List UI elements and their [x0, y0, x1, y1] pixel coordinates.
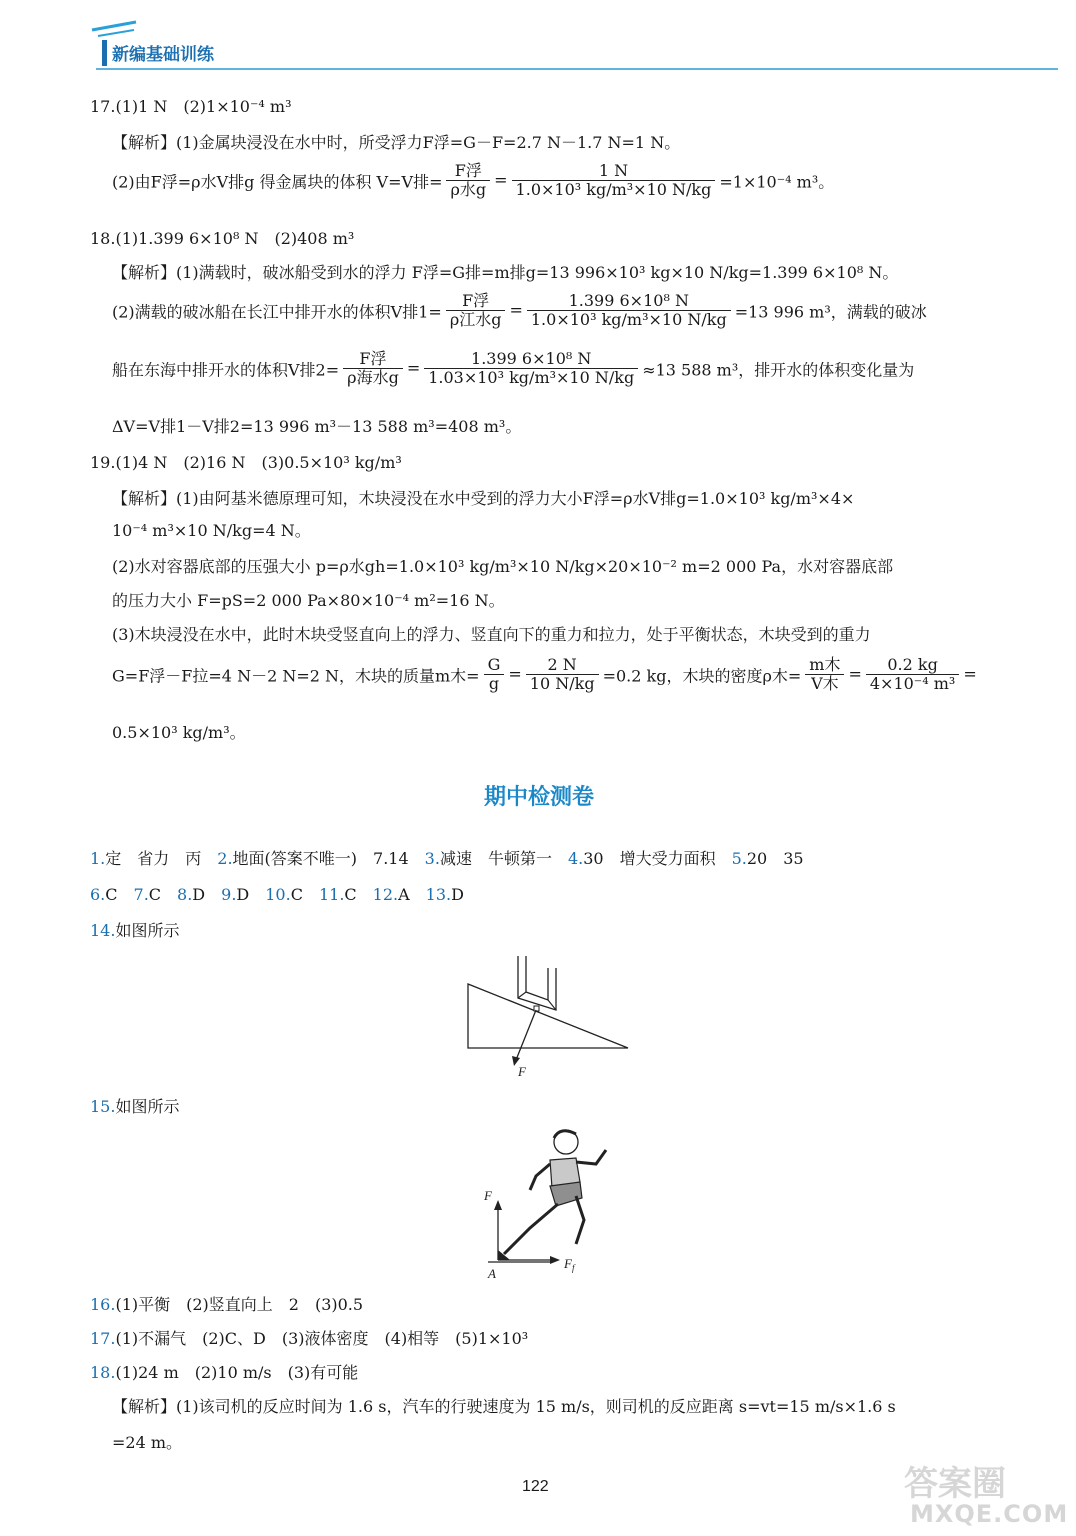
watermark: [900, 1456, 1070, 1532]
fraction-numerator: 2 N: [526, 656, 599, 675]
question-number: 17.: [90, 1329, 116, 1348]
question-number: 18.: [90, 1363, 116, 1382]
header: [0, 0, 1076, 80]
friction-force-label: [563, 1256, 576, 1273]
q19a-line7: 0.5×10³ kg/m³。: [112, 723, 246, 742]
answer-number: 5.: [731, 849, 747, 868]
runner-leg-back: [504, 1204, 558, 1254]
q18-analysis-line2: =24 m。: [112, 1433, 183, 1452]
mid-row1: [90, 846, 804, 869]
fraction-denominator: 4×10⁻⁴ m³: [869, 674, 956, 694]
fraction-denominator: 1.0×10³ kg/m³×10 N/kg: [515, 180, 712, 200]
q14-line: [90, 918, 179, 941]
q18a-line3-post: ≈13 588 m³，排开水的体积变化量为: [642, 360, 915, 380]
fraction: [866, 656, 959, 694]
q19a-line5: (3)木块浸没在水中，此时木块受竖直向上的浮力、竖直向下的重力和拉力，处于平衡状态，木块受到的重力: [112, 625, 871, 644]
fraction-denominator: 10 N/kg: [529, 674, 595, 694]
q18a-line2: (2)满载的破冰船在长江中排开水的体积V排1= $\frac{\text{F浮}}{\text{ρ江水g}}$ = $\frac{\text{1.399 6×10⁸ N}}{\text{1.0×10³ kg/m³×10 N/kg}}$ =13 996 m³，满载的破冰: [112, 291, 927, 330]
answer-number: 10.: [265, 885, 291, 904]
q18a-line2-post: =13 996 m³，满载的破冰: [734, 302, 927, 322]
page-number: 122: [522, 1478, 549, 1495]
runner-arm-front: [576, 1150, 606, 1164]
q18a-answer: 18.(1)1.399 6×10⁸ N (2)408 m³: [90, 229, 355, 248]
fraction: [446, 292, 506, 330]
fraction: [805, 656, 844, 694]
answer-text: 30 增大受力面积: [583, 849, 732, 868]
runner-arm-back: [530, 1164, 550, 1190]
fraction-numerator: F浮: [343, 350, 403, 369]
section-title: 期中检测卷: [484, 785, 595, 810]
fraction-denominator: g: [488, 674, 500, 694]
answer-text: C: [148, 885, 178, 904]
q18-line: [90, 1360, 358, 1383]
q17a-answer: 17.(1)1 N (2)1×10⁻⁴ m³: [90, 97, 292, 116]
friction-force-subscript: f: [571, 1263, 575, 1273]
fraction: [446, 162, 490, 200]
fraction: [424, 350, 638, 388]
question-number: 14.: [90, 921, 116, 940]
fraction: [527, 292, 731, 330]
answer-text: 20 35: [746, 849, 804, 868]
q17a-analysis: 【解析】(1)金属块浸没在水中时，所受浮力F浮=G－F=2.7 N－1.7 N=1 N。: [112, 133, 681, 152]
answer-number: 1.: [90, 849, 106, 868]
fraction-numerator: F浮: [446, 292, 506, 311]
answer-number: 9.: [221, 885, 237, 904]
force-arrow: [516, 1010, 536, 1060]
fraction-numerator: G: [484, 656, 505, 675]
answer-text: D: [192, 885, 222, 904]
q18a-line3: 船在东海中排开水的体积V排2= $\frac{\text{F浮}}{\text{ρ海水g}}$ = $\frac{\text{1.399 6×10⁸ N}}{\text{1.03×10³ kg/m³×10 N/kg}}$ ≈13 588 m³，排开水的体积变化量为: [112, 349, 915, 388]
answer-text: D: [236, 885, 266, 904]
fraction: [526, 656, 599, 694]
answer-text: 定 省力 丙: [105, 849, 218, 868]
answer-text: D: [451, 885, 464, 904]
watermark-url: MXQE.COM: [910, 1500, 1069, 1528]
answer-number: 4.: [567, 849, 584, 868]
fraction-numerator: F浮: [446, 162, 490, 181]
q18a-analysis: 【解析】(1)满载时，破冰船受到水的浮力 F浮=G排=m排g=13 996×10³ kg×10 N/kg=1.399 6×10⁸ N。: [112, 263, 899, 282]
answer-number: 2.: [217, 849, 233, 868]
answer-text: 减速 牛顿第一: [439, 849, 568, 868]
answer-text: A: [398, 885, 426, 904]
header-title: 新编基础训练: [112, 45, 214, 65]
fraction-denominator: ρ水g: [450, 180, 487, 200]
fraction-denominator: 1.03×10³ kg/m³×10 N/kg: [428, 368, 635, 388]
fraction-denominator: V木: [811, 674, 839, 694]
answer-number: 12.: [372, 885, 399, 904]
normal-force-label: F: [484, 1188, 492, 1203]
answer-number: 13.: [425, 885, 452, 904]
answer-text: C: [290, 885, 319, 904]
u-shaped-object: [518, 956, 556, 1010]
answer-text: C: [344, 885, 373, 904]
q19a-line3: (2)水对容器底部的压强大小 p=ρ水gh=1.0×10³ kg/m³×10 N/kg×20×10⁻² m=2 000 Pa，水对容器底部: [112, 557, 894, 576]
q18-analysis-line1: 【解析】(1)该司机的反应时间为 1.6 s，汽车的行驶速度为 15 m/s，则司机的反应距离 s=vt=15 m/s×1.6 s: [112, 1397, 896, 1416]
fraction-denominator: 1.0×10³ kg/m³×10 N/kg: [530, 310, 727, 330]
fraction-denominator: ρ海水g: [347, 368, 399, 388]
fraction: [512, 162, 716, 200]
q18a-line4: ΔV=V排1－V排2=13 996 m³－13 588 m³=408 m³。: [112, 417, 522, 436]
fraction: [484, 656, 505, 694]
normal-force-arrowhead: [494, 1200, 502, 1210]
friction-force-arrowhead: [550, 1256, 560, 1264]
friction-force-symbol: F: [564, 1256, 572, 1271]
q17-line: [90, 1326, 528, 1349]
q19a-line1: 【解析】(1)由阿基米德原理可知，木块浸没在水中受到的浮力大小F浮=ρ水V排g=1.0×10³ kg/m³×4×: [112, 489, 855, 508]
fraction-numerator: 1.399 6×10⁸ N: [527, 292, 731, 311]
figure-15-runner: [480, 1120, 620, 1280]
runner-leg-front: [576, 1196, 584, 1244]
header-rule: [96, 68, 1058, 70]
q16-text: (1)平衡 (2)竖直向上 2 (3)0.5: [115, 1295, 364, 1314]
watermark-logo-text: 答案圈: [904, 1464, 1006, 1504]
force-label: F: [518, 1064, 526, 1079]
q19a-line2: 10⁻⁴ m³×10 N/kg=4 N。: [112, 521, 311, 540]
q19a-line6-mid: =0.2 kg，木块的密度ρ木=: [602, 666, 802, 686]
q17-text: (1)不漏气 (2)C、D (3)液体密度 (4)相等 (5)1×10³: [115, 1329, 529, 1348]
q16-line: [90, 1292, 363, 1315]
fraction-numerator: m木: [805, 656, 844, 675]
answer-number: 8.: [177, 885, 193, 904]
q19a-line4: 的压力大小 F=pS=2 000 Pa×80×10⁻⁴ m²=16 N。: [112, 591, 505, 610]
q15-line: [90, 1094, 179, 1117]
fraction-numerator: 0.2 kg: [866, 656, 959, 675]
fraction: [343, 350, 403, 388]
q18a-line3-pre: 船在东海中排开水的体积V排2=: [112, 360, 340, 380]
fraction-numerator: 1 N: [512, 162, 716, 181]
q15-text: 如图所示: [115, 1097, 180, 1116]
fraction-denominator: ρ江水g: [449, 310, 502, 330]
answer-number: 3.: [424, 849, 440, 868]
question-number: 15.: [90, 1097, 116, 1116]
q17a-line2-pre: (2)由F浮=ρ水V排g 得金属块的体积 V=V排=: [112, 172, 443, 192]
q17a-line2: (2)由F浮=ρ水V排g 得金属块的体积 V=V排= $\frac{\text{F浮}}{\text{ρ水g}}$ = $\frac{1 N}{\text{1.0×10³ kg/m³×10 N/kg}}$ =1×10⁻⁴ m³。: [112, 161, 835, 200]
q18a-line2-pre: (2)满载的破冰船在长江中排开水的体积V排1=: [112, 302, 442, 322]
q19a-line6-pre: G=F浮－F拉=4 N－2 N=2 N，木块的质量m木=: [112, 666, 480, 686]
mid-row2: [90, 882, 464, 905]
answer-number: 11.: [318, 885, 345, 904]
q14-text: 如图所示: [115, 921, 180, 940]
answer-text: 地面(答案不唯一) 7.14: [232, 849, 425, 868]
answer-number: 7.: [133, 885, 149, 904]
answer-text: C: [105, 885, 134, 904]
answer-number: 6.: [90, 885, 106, 904]
q17a-line2-post: =1×10⁻⁴ m³。: [719, 172, 835, 192]
fraction-numerator: 1.399 6×10⁸ N: [424, 350, 638, 369]
question-number: 16.: [90, 1295, 116, 1314]
point-a-label: A: [488, 1266, 496, 1280]
q18-text: (1)24 m (2)10 m/s (3)有可能: [115, 1363, 359, 1382]
q19a-line6: G=F浮－F拉=4 N－2 N=2 N，木块的质量m木= $\frac{G}{g}$ = $\frac{2 N}{10 N/kg}$ =0.2 kg，木块的密度ρ木= $\frac{\text{m木}}{\text{V木}}$ = $\frac{0.2 kg}{\text{4×10⁻⁴ m³}}$ =: [112, 655, 977, 694]
figure-14-incline: [460, 950, 640, 1082]
q19a-answer: 19.(1)4 N (2)16 N (3)0.5×10³ kg/m³: [90, 453, 402, 472]
